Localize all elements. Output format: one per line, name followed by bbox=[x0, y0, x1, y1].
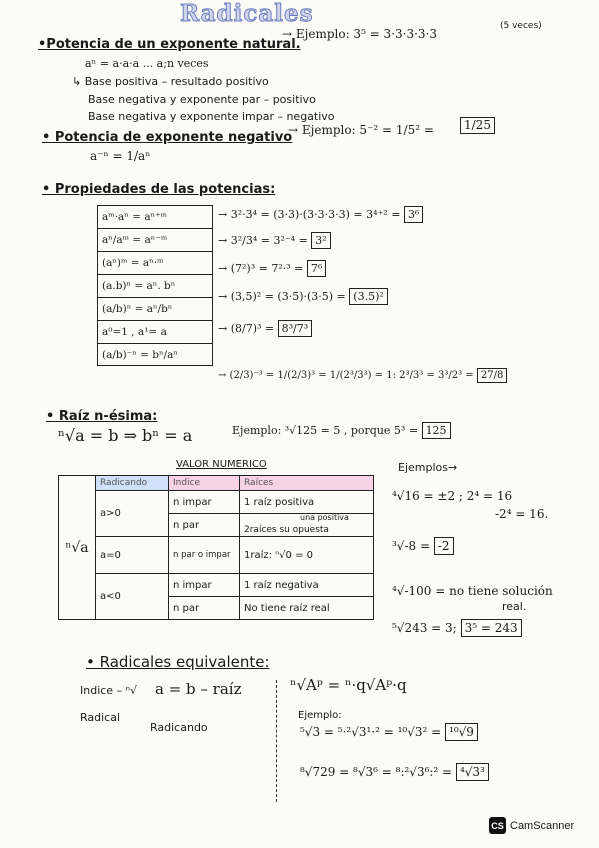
ejemplo-1: ⁴√16 = ±2 ; 2⁴ = 16 bbox=[392, 489, 513, 503]
table-cell-raices: 1 raíz positiva bbox=[240, 491, 374, 514]
propiedad-example-1 bbox=[218, 208, 423, 221]
ejemplo-1b: -2⁴ = 16. bbox=[495, 507, 549, 521]
equivalente-example-1-result: ¹⁰√9 bbox=[445, 723, 478, 741]
propiedad-example-text: → (8/7)³ = bbox=[218, 322, 275, 335]
potencia-rule-1: ↳ Base positiva – resultado positivo bbox=[72, 75, 269, 88]
equivalente-example-2 bbox=[300, 766, 489, 779]
propiedad-example-text: → (7²)³ = 7²·³ = bbox=[218, 262, 304, 275]
equivalente-example-2-result: ⁴√3³ bbox=[456, 763, 489, 781]
table-cell-indice: n par bbox=[169, 514, 240, 537]
camscanner-brand: CamScanner bbox=[510, 819, 575, 832]
propiedad-rule: (a/b)⁻ⁿ = bⁿ/aⁿ bbox=[97, 343, 213, 366]
propiedad-example-5 bbox=[218, 322, 312, 335]
table-cell-indice: n par o impar bbox=[169, 537, 240, 574]
propiedad-example-result: (3.5)² bbox=[349, 288, 388, 305]
heading-equivalentes: • Radicales equivalente: bbox=[86, 653, 270, 671]
label-radical: Radical bbox=[80, 711, 121, 724]
potencia-natural-formula: aⁿ = a·a·a ... a;n veces bbox=[85, 57, 209, 70]
equivalente-example-2-text: ⁸√729 = ⁸√3⁶ = ⁸:²√3⁶:² = bbox=[300, 765, 453, 779]
ejemplo-4 bbox=[392, 622, 522, 635]
ejemplo-4-text: ⁵√243 = 3; bbox=[392, 621, 457, 635]
ejemplo-label: Ejemplo: bbox=[298, 710, 342, 721]
equivalente-example-1-text: ⁵√3 = ⁵·²√3¹·² = ¹⁰√3² = bbox=[300, 725, 442, 739]
camscanner-logo-icon: CS bbox=[489, 817, 506, 834]
propiedades-list bbox=[97, 205, 213, 395]
propiedad-rule: aᵐ·aⁿ = aⁿ⁺ᵐ bbox=[97, 205, 213, 228]
table-cell-indice: n par bbox=[169, 597, 240, 620]
propiedad-rule: (a/b)ⁿ = aⁿ/bⁿ bbox=[97, 297, 213, 320]
propiedad-example-2 bbox=[218, 234, 331, 247]
valor-numerico-heading: VALOR NUMERICO bbox=[176, 459, 267, 470]
propiedad-example-text: → (3,5)² = (3·5)·(3·5) = bbox=[218, 290, 346, 303]
potencia-rule-3: Base negativa y exponente impar – negativo bbox=[88, 110, 335, 123]
ejemplo-2 bbox=[392, 540, 454, 553]
table-cell-radicando: a<0 bbox=[96, 574, 169, 620]
propiedad-example-result: 27/8 bbox=[477, 368, 507, 383]
potencia-negativa-result: 1/25 bbox=[460, 117, 495, 134]
valor-numerico-table bbox=[58, 475, 374, 620]
ejemplo-4-result: 3⁵ = 243 bbox=[461, 619, 522, 637]
ejemplo-3b: real. bbox=[502, 600, 527, 613]
potencia-rule-2: Base negativa y exponente par – positivo bbox=[88, 93, 316, 106]
page-title: Radicales bbox=[180, 0, 314, 27]
table-cell-raices: 1 raíz negativa bbox=[240, 574, 374, 597]
propiedad-rule: aⁿ/aᵐ = aⁿ⁻ᵐ bbox=[97, 228, 213, 251]
table-header-radicando: Radicando bbox=[96, 476, 169, 491]
propiedad-example-result: 3² bbox=[311, 232, 330, 249]
formula-general: ⁿ√Aᵖ = ⁿ·q√Aᵖ·q bbox=[290, 676, 407, 694]
raiz-formula: ⁿ√a = b ⇒ bⁿ = a bbox=[58, 426, 193, 445]
propiedad-example-text: → (2/3)⁻³ = 1/(2/3)³ = 1/(2³/3³) = 1: 2³/3³ = 3³/2³ = bbox=[218, 370, 474, 381]
table-root-symbol: ⁿ√a bbox=[59, 476, 96, 620]
potencia-negativa-formula: a⁻ⁿ = 1/aⁿ bbox=[90, 149, 151, 163]
table-cell-indice: n impar bbox=[169, 574, 240, 597]
formula-main: a = b – raíz bbox=[155, 680, 242, 698]
heading-propiedades: • Propiedades de las potencias: bbox=[42, 182, 276, 197]
label-radicando: Radicando bbox=[150, 721, 208, 734]
propiedad-rule: (a.b)ⁿ = aⁿ. bⁿ bbox=[97, 274, 213, 297]
potencia-natural-example: → Ejemplo: 3⁵ = 3·3·3·3·3 bbox=[282, 27, 437, 41]
propiedad-example-result: 7⁶ bbox=[307, 260, 326, 277]
raiz-example-result: 125 bbox=[422, 422, 451, 439]
table-cell-raices: No tiene raíz real bbox=[240, 597, 374, 620]
table-header-indice: Indice bbox=[169, 476, 240, 491]
table-cell-raices: 1raíz: ⁿ√0 = 0 bbox=[240, 537, 374, 574]
propiedad-example-result: 3⁶ bbox=[404, 206, 423, 223]
table-row bbox=[59, 537, 374, 574]
propiedad-example-text: → 3²/3⁴ = 3²⁻⁴ = bbox=[218, 234, 308, 247]
heading-potencia-natural: •Potencia de un exponente natural. bbox=[38, 37, 301, 52]
heading-potencia-negativa: • Potencia de exponente negativo bbox=[42, 130, 293, 145]
table-cell-radicando: a=0 bbox=[96, 537, 169, 574]
ejemplo-2-result: -2 bbox=[434, 537, 454, 555]
potencia-negativa-example: → Ejemplo: 5⁻² = 1/5² = bbox=[288, 123, 434, 137]
table-cell-indice: n impar bbox=[169, 491, 240, 514]
propiedad-rule: (aⁿ)ᵐ = aⁿ·ᵐ bbox=[97, 251, 213, 274]
propiedad-example-4 bbox=[218, 290, 388, 303]
divider-vertical bbox=[276, 680, 277, 802]
propiedad-example-text: → 3²·3⁴ = (3·3)·(3·3·3·3) = 3⁴⁺² = bbox=[218, 208, 401, 221]
heading-raiz: • Raíz n-ésima: bbox=[46, 409, 158, 424]
raiz-example-text: Ejemplo: ³√125 = 5 , porque 5³ = bbox=[232, 424, 419, 437]
table-cell-radicando: a>0 bbox=[96, 491, 169, 537]
ejemplo-3: ⁴√-100 = no tiene solución bbox=[392, 584, 553, 598]
propiedad-example-result: 8³/7³ bbox=[278, 320, 313, 337]
ejemplo-2-text: ³√-8 = bbox=[392, 539, 431, 553]
potencia-natural-example-note: (5 veces) bbox=[500, 21, 542, 31]
propiedad-example-6 bbox=[218, 370, 507, 381]
table-header-row bbox=[59, 476, 374, 491]
table-cell-raices: 2raíces su opuesta bbox=[244, 524, 329, 535]
table-cell-raices-wrap bbox=[240, 514, 374, 537]
label-indice: Indice – ⁿ√ bbox=[80, 684, 137, 697]
equivalente-example-1 bbox=[300, 726, 478, 739]
ejemplos-heading: Ejemplos→ bbox=[398, 461, 458, 474]
propiedad-rule: a⁰=1 , a¹= a bbox=[97, 320, 213, 343]
raiz-example bbox=[232, 425, 451, 437]
table-row bbox=[59, 491, 374, 514]
table-row2-note: una positiva bbox=[300, 513, 349, 522]
camscanner-watermark bbox=[489, 817, 574, 834]
table-row bbox=[59, 574, 374, 597]
propiedad-example-3 bbox=[218, 262, 326, 275]
table-header-raices: Raíces bbox=[240, 476, 374, 491]
